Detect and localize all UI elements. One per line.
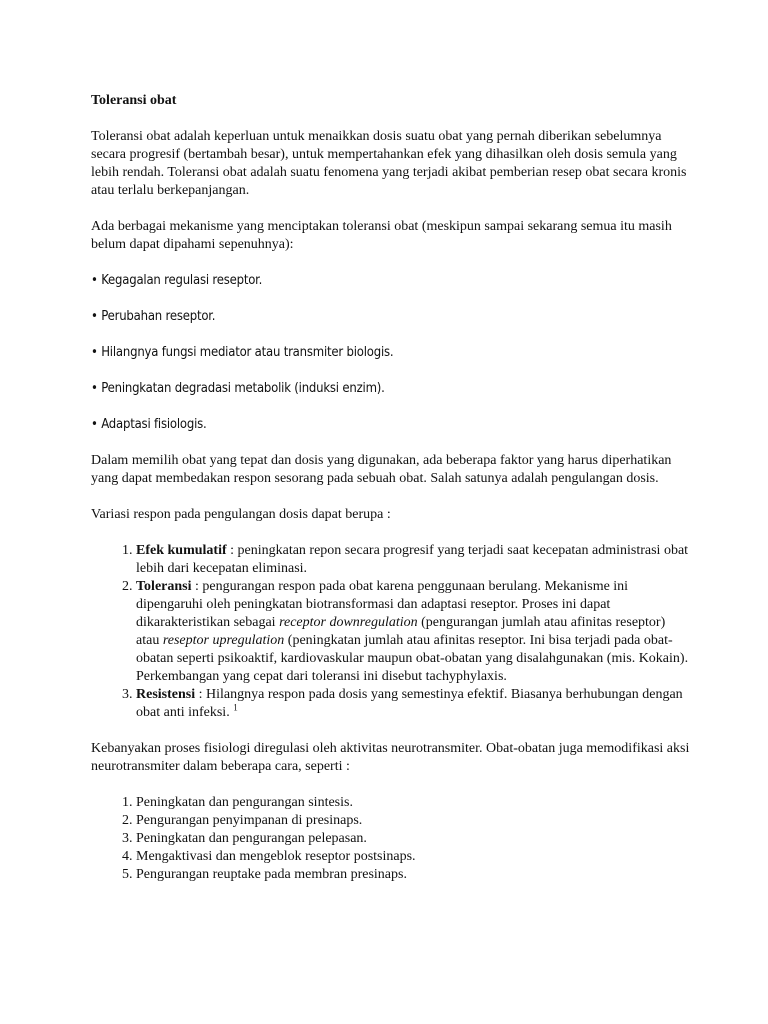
term-description: (pengurangan jumlah atau afinitas reseptor) atau [136,615,666,648]
bullet-item: • Kegagalan regulasi reseptor. [91,273,263,288]
term-description: : peningkatan repon secara progresif yang terjadi saat kecepatan administrasi obat lebih dari kecepatan eliminasi. [136,543,689,576]
paragraph-dose-selection: Dalam memilih obat yang tepat dan dosis yang digunakan, ada beberapa faktor yang harus diperhatikan yang dapat membedakan respon sesorang pada sebuah obat. Salah satunya adalah pengulangan dosis. [91,453,672,486]
term-description: : pengurangan respon pada obat karena penggunaan berulang. Mekanisme ini dipengaruhi oleh peningkatan biotransformasi dan adaptasi reseptor. Proses ini dapat dikarakteristikan sebagai [136,579,629,630]
paragraph-neurotransmitter: Kebanyakan proses fisiologi diregulasi oleh aktivitas neurotransmiter. Obat-obatan juga memodifikasi aksi neurotransmiter dalam beberapa cara, seperti : [91,741,690,774]
list-item: 2. Pengurangan penyimpanan di presinaps. [136,812,691,830]
italic-term: receptor downregulation [279,615,418,630]
list-item [136,686,691,722]
document-title: Toleransi obat [91,93,177,108]
bullet-item: • Adaptasi fisiologis. [91,417,207,432]
drug-action-list [91,794,691,884]
footnote-marker: 1 [233,702,238,713]
paragraph-response-intro: Variasi respon pada pengulangan dosis dapat berupa : [91,507,391,522]
document-page [91,92,691,902]
bullet-item: • Peningkatan degradasi metabolik (induksi enzim). [91,381,385,396]
term-cumulative: Efek kumulatif [136,543,227,558]
response-variation-list [91,542,691,722]
term-description: : Hilangnya respon pada dosis yang semestinya efektif. Biasanya berhubungan dengan obat anti infeksi. [136,687,683,720]
term-description: (peningkatan jumlah atau afinitas reseptor. Ini bisa terjadi pada obat-obatan seperti psikoaktif, kardiovaskular maupun obat-obatan yang disalahgunakan (mis. Kokain). Perkembangan yang cepat dari toleransi ini disebut tachyphylaxis. [136,633,689,684]
list-item: 1. Peningkatan dan pengurangan sintesis. [136,794,691,812]
paragraph-definition: Toleransi obat adalah keperluan untuk menaikkan dosis suatu obat yang pernah diberikan sebelumnya secara progresif (bertambah besar), untuk mempertahankan efek yang dihasilkan oleh dosis semula yang lebih rendah. Toleransi obat adalah suatu fenomena yang terjadi akibat pemberian resep obat secara kronis atau terlalu berkepanjangan. [91,129,687,198]
bullet-item: • Hilangnya fungsi mediator atau transmiter biologis. [91,345,394,360]
italic-term: reseptor upregulation [162,633,285,648]
list-item [136,578,691,686]
paragraph-mechanisms-intro: Ada berbagai mekanisme yang menciptakan toleransi obat (meskipun sampai sekarang semua itu masih belum dapat dipahami sepenuhnya): [91,219,672,252]
list-item: 5. Pengurangan reuptake pada membran presinaps. [136,866,691,884]
term-tolerance: Toleransi [136,579,192,594]
list-item: 3. Peningkatan dan pengurangan pelepasan. [136,830,691,848]
bullet-item: • Perubahan reseptor. [91,309,216,324]
term-resistance: Resistensi [136,687,196,702]
list-item [136,542,691,578]
list-item: 4. Mengaktivasi dan mengeblok reseptor postsinaps. [136,848,691,866]
